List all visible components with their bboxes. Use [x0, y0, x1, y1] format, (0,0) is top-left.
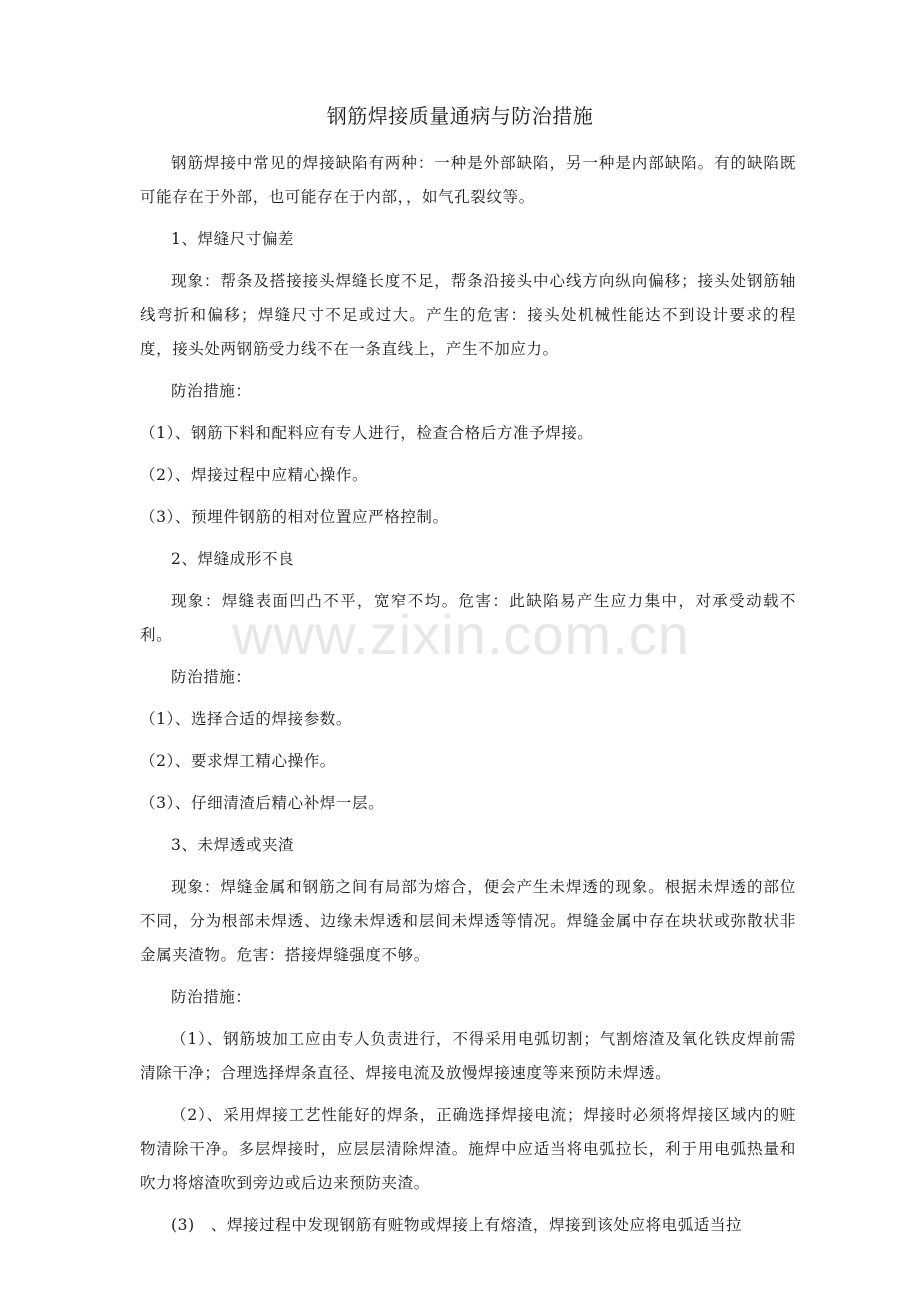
- measure-item: （1）、选择合适的焊接参数。: [140, 710, 353, 728]
- phenomenon-paragraph-1: 现象：帮条及搭接接头焊缝长度不足，帮条沿接头中心线方向纵向偏移；接头处钢筋轴线弯折和偏移；焊缝尺寸不足或过大。产生的危害：接头处机械性能达不到设计要求的程度，接头处两钢筋受力线不在一条直线上，产生不加应力。: [140, 272, 796, 358]
- measure-item: （3）、仔细清渣后精心补焊一层。: [140, 794, 385, 812]
- document-body: [140, 146, 796, 1250]
- measures-label-2: 防治措施：: [171, 668, 252, 686]
- section-heading-2: 2、焊缝成形不良: [171, 550, 295, 568]
- document-title: 钢筋焊接质量通病与防治措施: [326, 104, 594, 128]
- measure-item: （1）、钢筋坡加工应由专人负责进行，不得采用电弧切割；气割熔渣及氧化铁皮焊前需清除干净；合理选择焊条直径、焊接电流及放慢焊接速度等来预防未焊透。: [140, 1030, 796, 1082]
- measure-item: （3）、预埋件钢筋的相对位置应严格控制。: [140, 508, 449, 526]
- measure-item: （2）、采用焊接工艺性能好的焊条，正确选择焊接电流；焊接时必须将焊接区域内的赃物清除干净。多层焊接时，应层层清除焊渣。施焊中应适当将电弧拉长，利于用电弧热量和吹力将熔渣吹到旁边或后边来预防夹渣。: [140, 1106, 796, 1192]
- measure-item: （2）、焊接过程中应精心操作。: [140, 466, 369, 484]
- phenomenon-paragraph-3: 现象：焊缝金属和钢筋之间有局部为熔合，便会产生未焊透的现象。根据未焊透的部位不同，分为根部未焊透、边缘未焊透和层间未焊透等情况。焊缝金属中存在块状或弥散状非金属夹渣物。危害：搭接焊缝强度不够。: [140, 878, 796, 964]
- section-heading-1: 1、焊缝尺寸偏差: [171, 230, 295, 248]
- section-heading-3: 3、未焊透或夹渣: [171, 836, 295, 854]
- watermark: www.zixin.com.cn: [232, 603, 690, 666]
- measures-label-1: 防治措施：: [171, 382, 252, 400]
- measures-label-3: 防治措施：: [171, 988, 252, 1006]
- measure-item: （2）、要求焊工精心操作。: [140, 752, 336, 770]
- intro-paragraph: 钢筋焊接中常见的焊接缺陷有两种：一种是外部缺陷，另一种是内部缺陷。有的缺陷既可能存在于外部，也可能存在于内部，，如气孔裂纹等。: [140, 154, 796, 206]
- measure-item: （1）、钢筋下料和配料应有专人进行，检查合格后方准予焊接。: [140, 424, 594, 442]
- measure-item: (3) 、焊接过程中发现钢筋有赃物或焊接上有熔渣，焊接到该处应将电弧适当拉: [171, 1216, 743, 1234]
- phenomenon-paragraph-2: 现象：焊缝表面凹凸不平，宽窄不均。危害：此缺陷易产生应力集中，对承受动载不利。: [140, 592, 796, 644]
